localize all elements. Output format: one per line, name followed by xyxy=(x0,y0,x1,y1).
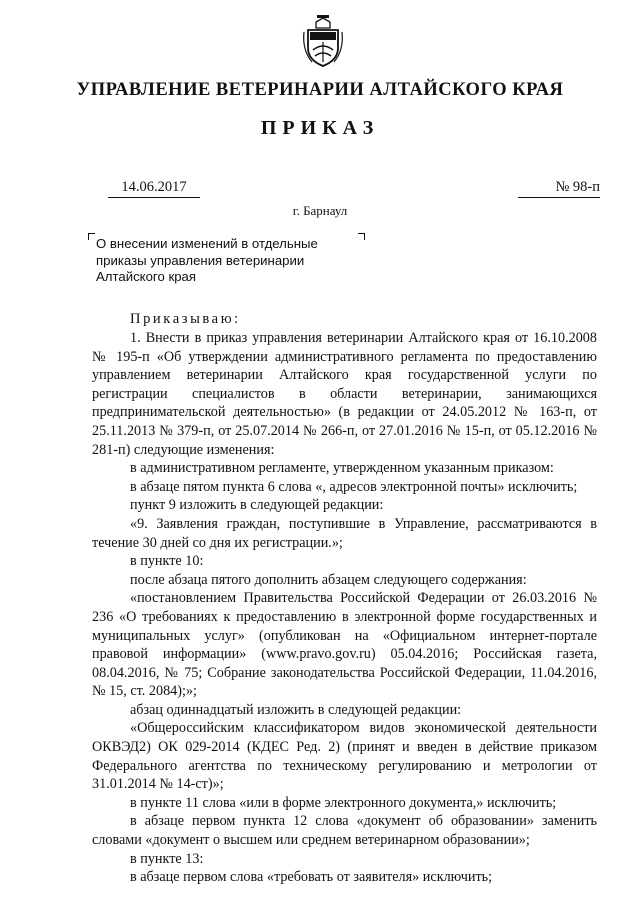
document-number: № 98-п xyxy=(518,179,600,198)
subject-bracket-right xyxy=(358,233,365,240)
preamble: Приказываю: xyxy=(130,311,241,327)
paragraph: в абзаце первом слова «требовать от заявителя» исключить; xyxy=(130,869,493,886)
document-date: 14.06.2017 xyxy=(108,179,200,198)
document-subject: О внесении изменений в отдельные приказы управления ветеринарии Алтайского края xyxy=(96,236,318,284)
subject-bracket-left xyxy=(88,233,95,240)
paragraph: «9. Заявления граждан, поступившие в Управление, рассматриваются в течение 30 дней со дня их регистрации.»; xyxy=(92,515,597,551)
paragraph: абзац одиннадцатый изложить в следующей редакции: xyxy=(130,701,462,718)
paragraph: в абзаце первом пункта 12 слова «документ об образовании» заменить словами «документ о высшем или среднем ветеринарном образовании»; xyxy=(92,813,597,849)
document-type: ПРИКАЗ xyxy=(260,117,380,139)
paragraph: в пункте 11 слова «или в форме электронного документа,» исключить; xyxy=(130,794,557,811)
paragraph: «постановлением Правительства Российской Федерации от 26.03.2016 № 236 «О требованиях к предоставлению в электронной форме государственных и муниципальных услуг» (опубликован на «Официальном интернет-портале правовой информации» (www.pravo.gov.ru) 05.04.2016; Российская газета, 08.04.2016, № 75; Собрание законодательства Российской Федерации, 11.04.2016, № 15, ст. 2084);»; xyxy=(92,590,597,700)
paragraph: в абзаце пятом пункта 6 слова «, адресов электронной почты» исключить; xyxy=(130,478,578,495)
paragraph: «Общероссийским классификатором видов экономической деятельности ОКВЭД2) ОК 029-2014 (КДЕС Ред. 2) (принят и введен в действие приказом Федерального агентства по техническому регулированию и метрологии от 31.01.2014 № 14-ст)»; xyxy=(92,720,597,793)
document-body xyxy=(92,329,597,887)
altai-krai-coat-of-arms-icon xyxy=(300,12,346,68)
paragraph: в административном регламенте, утвержденном указанным приказом: xyxy=(130,460,554,477)
organization-name: УПРАВЛЕНИЕ ВЕТЕРИНАРИИ АЛТАЙСКОГО КРАЯ xyxy=(76,80,564,100)
paragraph: в пункте 10: xyxy=(130,553,204,570)
paragraph: после абзаца пятого дополнить абзацем следующего содержания: xyxy=(130,571,527,588)
paragraph: в пункте 13: xyxy=(130,850,204,867)
paragraph: пункт 9 изложить в следующей редакции: xyxy=(130,497,384,514)
document-city: г. Барнаул xyxy=(292,203,348,218)
paragraph: 1. Внести в приказ управления ветеринарии Алтайского края от 16.10.2008 № 195-п «Об утверждении административного регламента по предоставлению управлением ветеринарии Алтайского края государственной услуги по регистрации специалистов в области ветеринарии, занимающихся предпринимательской деятельностью» (в редакции от 24.05.2012 № 163-п, от 25.11.2013 № 379-п, от 25.07.2014 № 266-п, от 27.01.2016 № 15-п, от 05.12.2016 № 281-п) следующие изменения: xyxy=(92,330,597,458)
